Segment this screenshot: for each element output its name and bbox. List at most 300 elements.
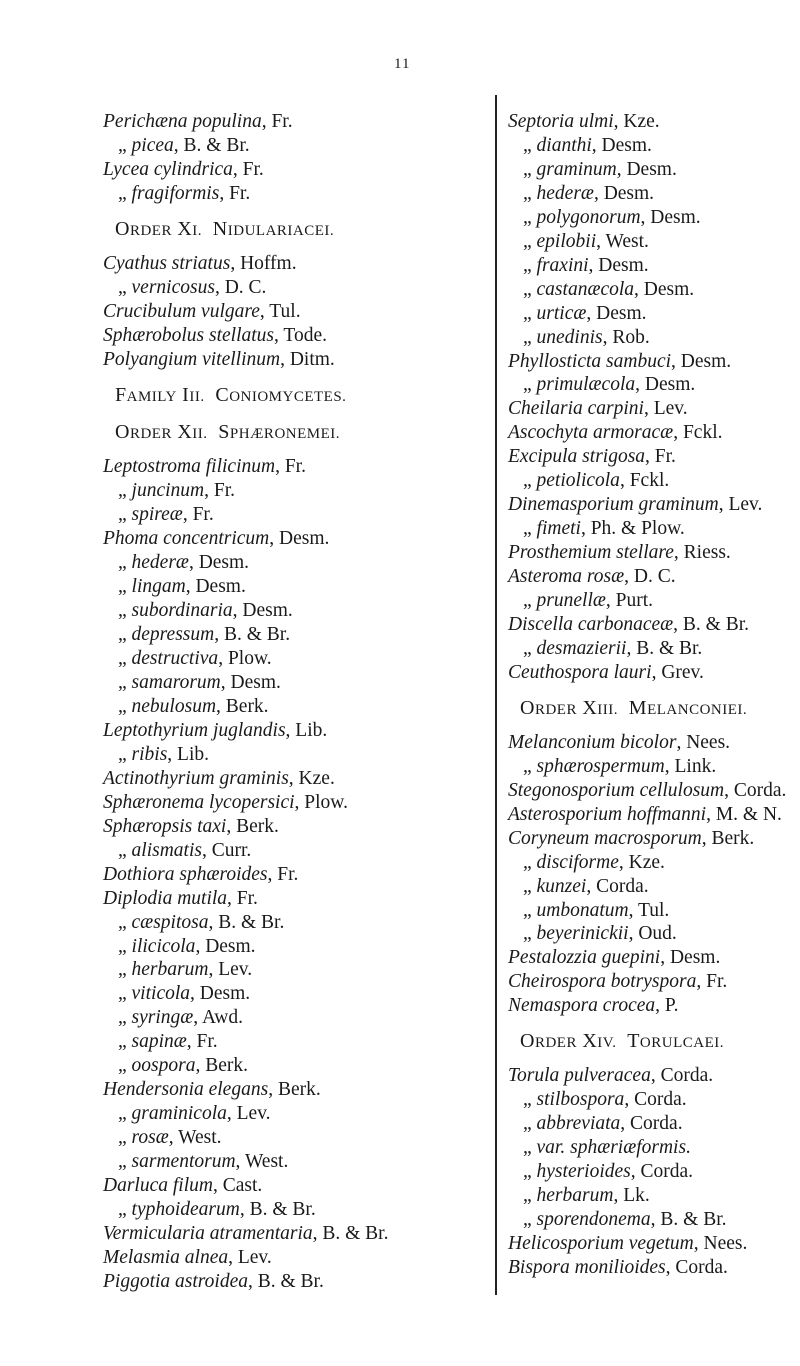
- species-name: lingam: [131, 576, 186, 598]
- species-entry: „ oospora, Berk.: [118, 1055, 248, 1077]
- species-name: Ascochyta armoracæ: [508, 422, 674, 444]
- species-name: Cheirospora botryspora: [508, 971, 697, 993]
- species-entry: Perichæna populina, Fr.: [103, 111, 293, 132]
- species-name: Phoma concentricum: [103, 528, 270, 550]
- ditto-mark: „: [118, 1031, 132, 1053]
- species-name: desmazierii: [536, 637, 627, 659]
- species-name: disciforme: [536, 851, 619, 873]
- species-entry: „ kunzei, Corda.: [523, 875, 649, 897]
- species-entry: [508, 1136, 796, 1160]
- species-name: herbarum: [536, 1184, 614, 1206]
- species-author: B. & Br.: [636, 637, 703, 659]
- species-entry: Actinothyrium graminis, Kze.: [103, 767, 335, 789]
- species-author: Desm.: [626, 158, 677, 180]
- ditto-mark: „: [523, 1137, 537, 1159]
- species-name: dianthi: [536, 134, 592, 156]
- species-name: vernicosus: [131, 276, 215, 298]
- species-entry: Helicosporium vegetum, Nees.: [508, 1232, 748, 1254]
- species-entry: „ fragiformis, Fr.: [118, 182, 251, 204]
- species-name: Septoria ulmi: [508, 111, 614, 132]
- species-author: Fr.: [236, 887, 258, 909]
- species-entry: „ beyerinickii, Oud.: [523, 923, 677, 945]
- species-entry: „ herbarum, Lk.: [523, 1184, 650, 1206]
- species-name: Torula pulveracea: [508, 1065, 651, 1087]
- species-name: castanæcola: [536, 278, 635, 300]
- species-author: B. & Br.: [682, 614, 750, 636]
- species-name: fimeti: [536, 518, 581, 540]
- ditto-mark: „: [523, 374, 537, 396]
- species-author: West.: [244, 1151, 289, 1173]
- species-entry: „ subordinaria, Desm.: [118, 600, 293, 622]
- species-author: Desm.: [199, 983, 251, 1005]
- species-entry: Diplodia mutila, Fr.: [103, 887, 258, 909]
- species-name: depressum: [131, 624, 215, 646]
- species-author: Fr.: [242, 158, 264, 180]
- species-entry: „ picea, B. & Br.: [118, 134, 250, 156]
- species-author: Fr.: [706, 971, 728, 993]
- ditto-mark: „: [523, 637, 537, 659]
- species-name: Coryneum macrosporum: [508, 827, 702, 849]
- species-author: Lev.: [237, 1246, 272, 1268]
- species-author: Desm.: [643, 278, 695, 300]
- species-author: Ditm.: [289, 348, 335, 370]
- species-author: Rob.: [612, 326, 650, 348]
- species-name: fraxini: [536, 254, 589, 276]
- section-heading: [508, 697, 796, 723]
- species-author: Fckl.: [682, 422, 723, 444]
- species-author: Fr.: [196, 1031, 218, 1053]
- ditto-mark: „: [118, 648, 132, 670]
- species-entry: „ viticola, Desm.: [118, 983, 251, 1005]
- species-author: Desm.: [242, 600, 293, 622]
- species-author: Tode.: [283, 324, 328, 346]
- species-name: Prosthemium stellare: [508, 542, 674, 564]
- ditto-mark: „: [523, 230, 537, 252]
- heading-title: MELANCONIEI.: [628, 696, 748, 719]
- species-author: Plow.: [227, 648, 272, 670]
- species-name: Diplodia mutila: [103, 887, 228, 909]
- species-name: nebulosum: [131, 695, 217, 717]
- species-author: Link.: [674, 755, 717, 777]
- species-entry: Bispora monilioides, Corda.: [508, 1256, 728, 1278]
- species-name: hederæ: [131, 552, 189, 574]
- species-entry: Phyllosticta sambuci, Desm.: [508, 350, 732, 372]
- species-entry: „ hederæ, Desm.: [118, 552, 250, 574]
- species-name: Leptostroma filicinum: [103, 456, 276, 478]
- species-entry: „ hysterioides, Corda.: [523, 1161, 694, 1183]
- species-name: Polyangium vitellinum: [103, 348, 281, 370]
- species-name: graminicola: [131, 1103, 227, 1125]
- species-author: Hoffm.: [240, 252, 297, 274]
- species-author: B. & Br.: [257, 1270, 324, 1292]
- species-entry: Asteroma rosæ, D. C.: [508, 566, 676, 588]
- species-entry: Excipula strigosa, Fr.: [508, 446, 676, 468]
- ditto-mark: „: [118, 1103, 132, 1125]
- species-author: Desm.: [198, 552, 250, 574]
- species-entry: „ samarorum, Desm.: [118, 672, 281, 694]
- ditto-mark: „: [523, 518, 537, 540]
- ditto-mark: „: [118, 552, 132, 574]
- species-entry: Crucibulum vulgare, Tul.: [103, 300, 301, 322]
- species-author: Desm.: [650, 206, 701, 228]
- species-author: Fr.: [277, 863, 299, 885]
- species-author: Fr.: [192, 504, 214, 526]
- ditto-mark: „: [118, 1007, 132, 1029]
- ditto-mark: „: [118, 1127, 132, 1149]
- ditto-mark: „: [118, 695, 132, 717]
- species-author: B. & Br.: [223, 624, 291, 646]
- ditto-mark: „: [523, 182, 537, 204]
- species-name: abbreviata: [536, 1113, 621, 1135]
- species-name: urticæ: [536, 302, 587, 324]
- species-author: Plow.: [304, 791, 349, 813]
- ditto-mark: „: [523, 875, 537, 897]
- species-author: Riess.: [683, 542, 731, 564]
- species-name: viticola: [131, 983, 191, 1005]
- species-name: subordinaria: [131, 600, 233, 622]
- species-author: Desm.: [680, 350, 732, 372]
- species-name: ilicicola: [131, 935, 196, 957]
- species-author: B. & Br.: [183, 134, 250, 156]
- species-name: graminum: [536, 158, 617, 180]
- left-column: [103, 110, 495, 1294]
- species-author: Desm.: [230, 672, 281, 694]
- species-entry: Piggotia astroidea, B. & Br.: [103, 1270, 324, 1292]
- species-entry: Leptothyrium juglandis, Lib.: [103, 719, 328, 741]
- species-name: fragiformis: [131, 182, 220, 204]
- species-author: Corda.: [596, 875, 649, 897]
- species-author: Fr.: [271, 111, 293, 132]
- species-entry: Melasmia alnea, Lev.: [103, 1246, 272, 1268]
- ditto-mark: „: [118, 743, 132, 765]
- species-name: prunellæ: [536, 590, 606, 612]
- ditto-mark: „: [523, 1161, 537, 1183]
- species-author: Lib.: [295, 719, 328, 741]
- species-name: Helicosporium vegetum: [508, 1232, 694, 1254]
- species-entry: Prosthemium stellare, Riess.: [508, 542, 731, 564]
- species-author: Lev.: [236, 1103, 271, 1125]
- species-name: rosæ: [131, 1127, 169, 1149]
- species-entry: Stegonosporium cellulosum, Corda.: [508, 779, 787, 801]
- species-author: Desm.: [601, 134, 652, 156]
- species-author: Oud.: [638, 923, 677, 945]
- species-name: Sphæropsis taxi: [103, 815, 227, 837]
- species-name: Darluca filum: [103, 1175, 213, 1197]
- species-author: Fr.: [654, 446, 676, 468]
- species-entry: „ disciforme, Kze.: [523, 851, 665, 873]
- species-name: Sphærobolus stellatus: [103, 324, 275, 346]
- species-name: petiolicola: [536, 470, 620, 492]
- species-author: Berk.: [711, 827, 755, 849]
- species-entry: Ceuthospora lauri, Grev.: [508, 661, 704, 683]
- species-name: juncinum: [131, 480, 205, 502]
- heading-label: ORDER XII.: [115, 421, 208, 444]
- species-entry: „ sarmentorum, West.: [118, 1151, 289, 1173]
- species-name: Melanconium bicolor: [508, 731, 677, 753]
- species-author: Kze.: [298, 767, 335, 789]
- species-entry: Nemaspora crocea, P.: [508, 995, 679, 1017]
- species-author: Tul.: [638, 899, 670, 921]
- species-entry: Dothiora sphæroides, Fr.: [103, 863, 299, 885]
- species-name: unedinis: [536, 326, 603, 348]
- species-name: Melasmia alnea: [103, 1246, 229, 1268]
- ditto-mark: „: [523, 470, 537, 492]
- species-author: Berk.: [205, 1055, 248, 1077]
- species-entry: „ lingam, Desm.: [118, 576, 246, 598]
- species-author: Desm.: [603, 182, 655, 204]
- species-entry: „ herbarum, Lev.: [118, 959, 253, 981]
- ditto-mark: „: [118, 983, 132, 1005]
- species-author: Berk.: [236, 815, 279, 837]
- species-entry: „ abbreviata, Corda.: [523, 1113, 683, 1135]
- species-author: Desm.: [644, 374, 696, 396]
- ditto-mark: „: [118, 672, 132, 694]
- species-entry: „ alismatis, Curr.: [118, 839, 252, 861]
- species-name: samarorum: [131, 672, 221, 694]
- species-name: Cyathus striatus: [103, 252, 231, 274]
- species-author: Lev.: [728, 494, 763, 516]
- species-author: Lev.: [218, 959, 253, 981]
- ditto-mark: „: [118, 276, 132, 298]
- species-author: Awd.: [201, 1007, 243, 1029]
- species-name: Excipula strigosa: [508, 446, 646, 468]
- species-author: Nees.: [703, 1232, 748, 1254]
- species-name: sapinæ: [131, 1031, 187, 1053]
- species-entry: Leptostroma filicinum, Fr.: [103, 456, 306, 478]
- ditto-mark: „: [523, 923, 537, 945]
- ditto-mark: „: [523, 206, 537, 228]
- ditto-mark: „: [118, 504, 132, 526]
- species-name: Dothiora sphæroides: [103, 863, 268, 885]
- ditto-mark: „: [118, 576, 132, 598]
- species-name: kunzei: [536, 875, 587, 897]
- species-name: Cheilaria carpini: [508, 398, 644, 420]
- species-author: Corda.: [640, 1161, 694, 1183]
- species-name: ribis: [131, 743, 168, 765]
- species-name: polygonorum: [536, 206, 641, 228]
- species-name: Asterosporium hoffmanni: [508, 803, 707, 825]
- species-author: Cast.: [222, 1175, 263, 1197]
- ditto-mark: „: [118, 1198, 132, 1220]
- species-entry: „ urticæ, Desm.: [523, 302, 647, 324]
- section-heading: [103, 421, 495, 447]
- heading-title: TORULCAEI.: [627, 1030, 724, 1053]
- ditto-mark: „: [118, 134, 132, 156]
- species-entry: „ petiolicola, Fckl.: [523, 470, 670, 492]
- ditto-mark: „: [118, 1151, 132, 1173]
- species-name: typhoidearum: [131, 1198, 240, 1220]
- species-entry: Sphæronema lycopersici, Plow.: [103, 791, 349, 813]
- ditto-mark: „: [118, 935, 132, 957]
- species-entry: „ stilbospora, Corda.: [523, 1089, 687, 1111]
- column-divider: [495, 95, 497, 1295]
- species-author: Fr.: [284, 456, 306, 478]
- species-author: Fr.: [213, 480, 235, 502]
- ditto-mark: „: [118, 480, 132, 502]
- species-entry: Dinemasporium graminum, Lev.: [508, 494, 763, 516]
- species-author: Curr.: [211, 839, 252, 861]
- ditto-mark: „: [118, 624, 132, 646]
- ditto-mark: „: [523, 1089, 537, 1111]
- species-entry: „ castanæcola, Desm.: [523, 278, 695, 300]
- species-entry: „ fraxini, Desm.: [523, 254, 649, 276]
- ditto-mark: „: [118, 182, 132, 204]
- species-author: Kze.: [628, 851, 665, 873]
- species-author: Berk.: [277, 1079, 321, 1101]
- species-entry: „ sphærospermum, Link.: [523, 755, 717, 777]
- species-entry: Ascochyta armoracæ, Fckl.: [508, 422, 723, 444]
- species-name: Phyllosticta sambuci: [508, 350, 672, 372]
- species-name: Crucibulum vulgare: [103, 300, 260, 322]
- species-entry: „ rosæ, West.: [118, 1127, 222, 1149]
- species-name: cæspitosa: [131, 911, 209, 933]
- species-name: Ceuthospora lauri: [508, 661, 652, 683]
- species-name: hederæ: [536, 182, 594, 204]
- species-author: B. & Br.: [218, 911, 285, 933]
- species-name: umbonatum: [536, 899, 629, 921]
- species-entry: „ vernicosus, D. C.: [118, 276, 267, 298]
- species-name: Lycea cylindrica: [103, 158, 233, 180]
- heading-title: SPHÆRONEMEI.: [218, 421, 341, 444]
- species-entry: Cheirospora botryspora, Fr.: [508, 971, 728, 993]
- heading-title: NIDULARIACEI.: [212, 217, 335, 240]
- species-name: Leptothyrium juglandis: [103, 719, 286, 741]
- species-name: primulæcola: [536, 374, 636, 396]
- species-entry: „ ribis, Lib.: [118, 743, 210, 765]
- species-author: Fckl.: [629, 470, 670, 492]
- species-entry: „ nebulosum, Berk.: [118, 695, 269, 717]
- species-name: stilbospora: [536, 1089, 625, 1111]
- species-author: Desm.: [598, 254, 649, 276]
- species-entry: Discella carbonaceæ, B. & Br.: [508, 614, 750, 636]
- ditto-mark: „: [118, 1055, 132, 1077]
- species-entry: „ sporendonema, B. & Br.: [523, 1208, 727, 1230]
- species-entry: Sphærobolus stellatus, Tode.: [103, 324, 328, 346]
- species-entry: „ hederæ, Desm.: [523, 182, 655, 204]
- heading-label: ORDER XI.: [115, 217, 203, 240]
- species-entry: „ depressum, B. & Br.: [118, 624, 291, 646]
- species-entry: „ sapinæ, Fr.: [118, 1031, 218, 1053]
- species-author: D. C.: [633, 566, 676, 588]
- species-name: syringæ: [131, 1007, 194, 1029]
- species-author: West.: [178, 1127, 222, 1149]
- species-name: Nemaspora crocea: [508, 995, 656, 1017]
- species-name: Actinothyrium graminis: [103, 767, 289, 789]
- ditto-mark: „: [118, 911, 132, 933]
- species-name: Bispora monilioides: [508, 1256, 666, 1278]
- species-entry: „ polygonorum, Desm.: [523, 206, 701, 228]
- species-entry: „ destructiva, Plow.: [118, 648, 272, 670]
- species-name: Asteroma rosæ: [508, 566, 625, 588]
- species-name: Stegonosporium cellulosum: [508, 779, 725, 801]
- species-author: Desm.: [279, 528, 330, 550]
- species-author: Fr.: [229, 182, 251, 204]
- species-name: Sphæronema lycopersici: [103, 791, 295, 813]
- ditto-mark: „: [118, 600, 132, 622]
- species-author: Desm.: [205, 935, 256, 957]
- species-author: P.: [664, 995, 679, 1017]
- species-name: Perichæna populina: [103, 111, 262, 132]
- species-name: Hendersonia elegans: [103, 1079, 269, 1101]
- species-name: beyerinickii: [536, 923, 629, 945]
- species-entry: Cyathus striatus, Hoffm.: [103, 252, 297, 274]
- ditto-mark: „: [118, 839, 132, 861]
- ditto-mark: „: [118, 959, 132, 981]
- species-author: Kze.: [623, 111, 660, 132]
- species-entry: „ graminicola, Lev.: [118, 1103, 271, 1125]
- species-name: epilobii: [536, 230, 597, 252]
- ditto-mark: „: [523, 755, 537, 777]
- section-heading: [103, 218, 495, 244]
- species-author: B. & Br.: [249, 1198, 316, 1220]
- species-name: alismatis: [131, 839, 202, 861]
- species-entry: Melanconium bicolor, Nees.: [508, 731, 731, 753]
- species-author: Desm.: [669, 947, 721, 969]
- heading-label: ORDER XIV.: [520, 1030, 617, 1053]
- ditto-mark: „: [523, 1113, 537, 1135]
- species-name: sphærospermum: [536, 755, 665, 777]
- ditto-mark: „: [523, 1208, 537, 1230]
- species-entry: „ spireæ, Fr.: [118, 504, 214, 526]
- species-entry: „ umbonatum, Tul.: [523, 899, 670, 921]
- species-entry: Coryneum macrosporum, Berk.: [508, 827, 755, 849]
- species-entry: Torula pulveracea, Corda.: [508, 1065, 714, 1087]
- species-author: Lk.: [623, 1184, 650, 1206]
- species-entry: „ typhoidearum, B. & Br.: [118, 1198, 316, 1220]
- species-author: Nees.: [686, 731, 731, 753]
- species-name: Discella carbonaceæ: [508, 614, 674, 636]
- species-author: Berk.: [225, 695, 269, 717]
- species-name: Dinemasporium graminum: [508, 494, 719, 516]
- species-entry: Polyangium vitellinum, Ditm.: [103, 348, 335, 370]
- ditto-mark: „: [523, 851, 537, 873]
- species-entry: „ graminum, Desm.: [523, 158, 677, 180]
- species-name: oospora: [131, 1055, 196, 1077]
- species-name: spireæ: [131, 504, 183, 526]
- species-entry: „ cæspitosa, B. & Br.: [118, 911, 285, 933]
- species-author: West.: [605, 230, 649, 252]
- species-entry: „ epilobii, West.: [523, 230, 649, 252]
- species-entry: Asterosporium hoffmanni, M. & N.: [508, 803, 782, 825]
- ditto-mark: „: [523, 278, 537, 300]
- species-entry: „ dianthi, Desm.: [523, 134, 652, 156]
- species-author: Ph. & Plow.: [590, 518, 685, 540]
- species-author: Desm.: [195, 576, 246, 598]
- section-heading: [103, 384, 495, 410]
- species-author: Grev.: [661, 661, 704, 683]
- species-entry: Phoma concentricum, Desm.: [103, 528, 330, 550]
- species-entry: „ fimeti, Ph. & Plow.: [523, 518, 685, 540]
- species-entry: „ juncinum, Fr.: [118, 480, 235, 502]
- species-author: Tul.: [269, 300, 301, 322]
- species-entry: „ primulæcola, Desm.: [523, 374, 696, 396]
- species-entry: Lycea cylindrica, Fr.: [103, 158, 264, 180]
- species-name: destructiva: [131, 648, 219, 670]
- ditto-mark: „: [523, 134, 537, 156]
- species-entry: „ ilicicola, Desm.: [118, 935, 256, 957]
- species-author: Corda.: [733, 779, 787, 801]
- ditto-mark: „: [523, 1184, 537, 1206]
- heading-label: ORDER XIII.: [520, 696, 619, 719]
- species-author: Corda.: [630, 1113, 683, 1135]
- species-author: Desm.: [596, 302, 647, 324]
- species-author: B. & Br.: [322, 1222, 389, 1244]
- species-author: Corda.: [634, 1089, 687, 1111]
- species-entry: Septoria ulmi, Kze.: [508, 111, 660, 132]
- ditto-mark: „: [523, 158, 537, 180]
- species-name: Vermicularia atramentaria: [103, 1222, 313, 1244]
- species-author: Corda.: [660, 1065, 714, 1087]
